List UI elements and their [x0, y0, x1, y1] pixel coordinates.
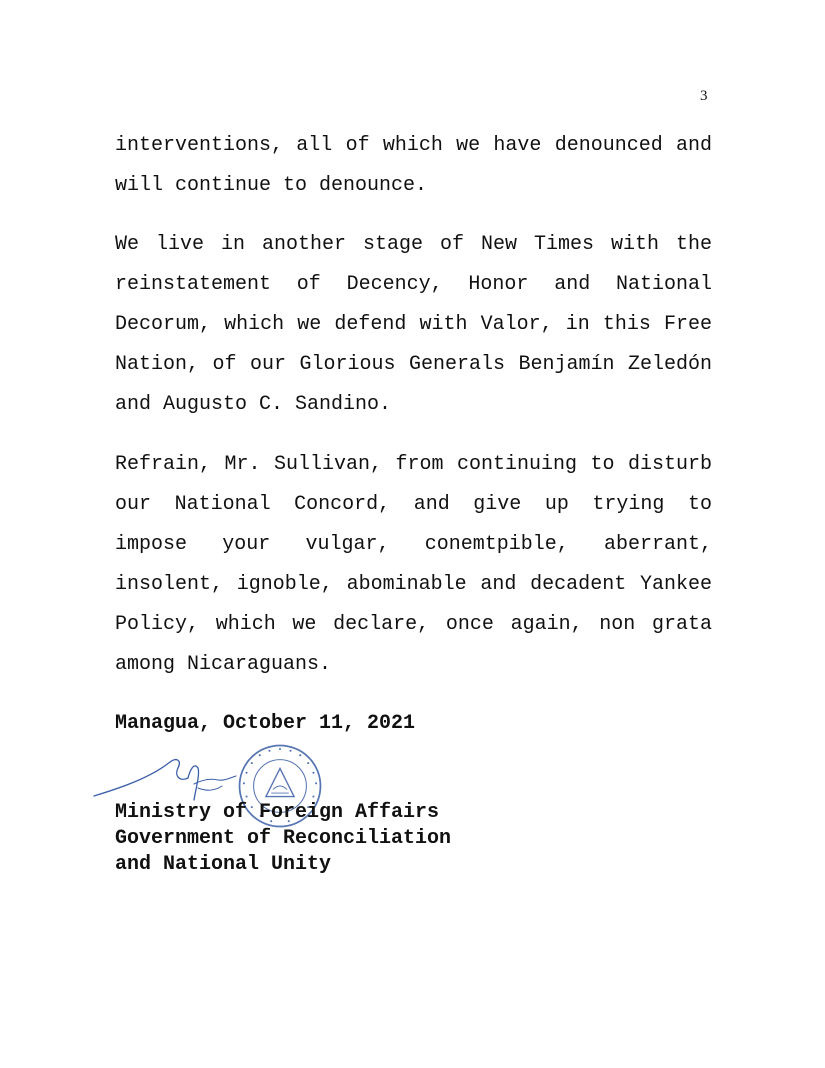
- signature-line-3: and National Unity: [115, 853, 332, 876]
- date-line: Managua, October 11, 2021: [115, 712, 416, 735]
- paragraph-3: Refrain, Mr. Sullivan, from continuing to disturb our National Concord, and give up trying to impose your vulgar, conemtpible, aberrant, insolent, ignoble, abominable and decadent Yankee Policy, which we declare, once again, non grata among Nicaraguans.: [115, 453, 712, 676]
- paragraph-1: interventions, all of which we have denounced and will continue to denounce.: [115, 134, 712, 197]
- signature-line-2: Government of Reconciliation: [115, 827, 452, 850]
- page-number: 3: [700, 88, 708, 104]
- paragraph-2: We live in another stage of New Times with the reinstatement of Decency, Honor and National Decorum, which we defend with Valor, in this Free Nation, of our Glorious Generals Benjamín Zeledón and Augusto C. Sandino.: [115, 233, 712, 416]
- signature-line-1: Ministry of Foreign Affairs: [115, 801, 440, 824]
- signature-block: [115, 800, 451, 878]
- handwritten-signature: [90, 748, 240, 808]
